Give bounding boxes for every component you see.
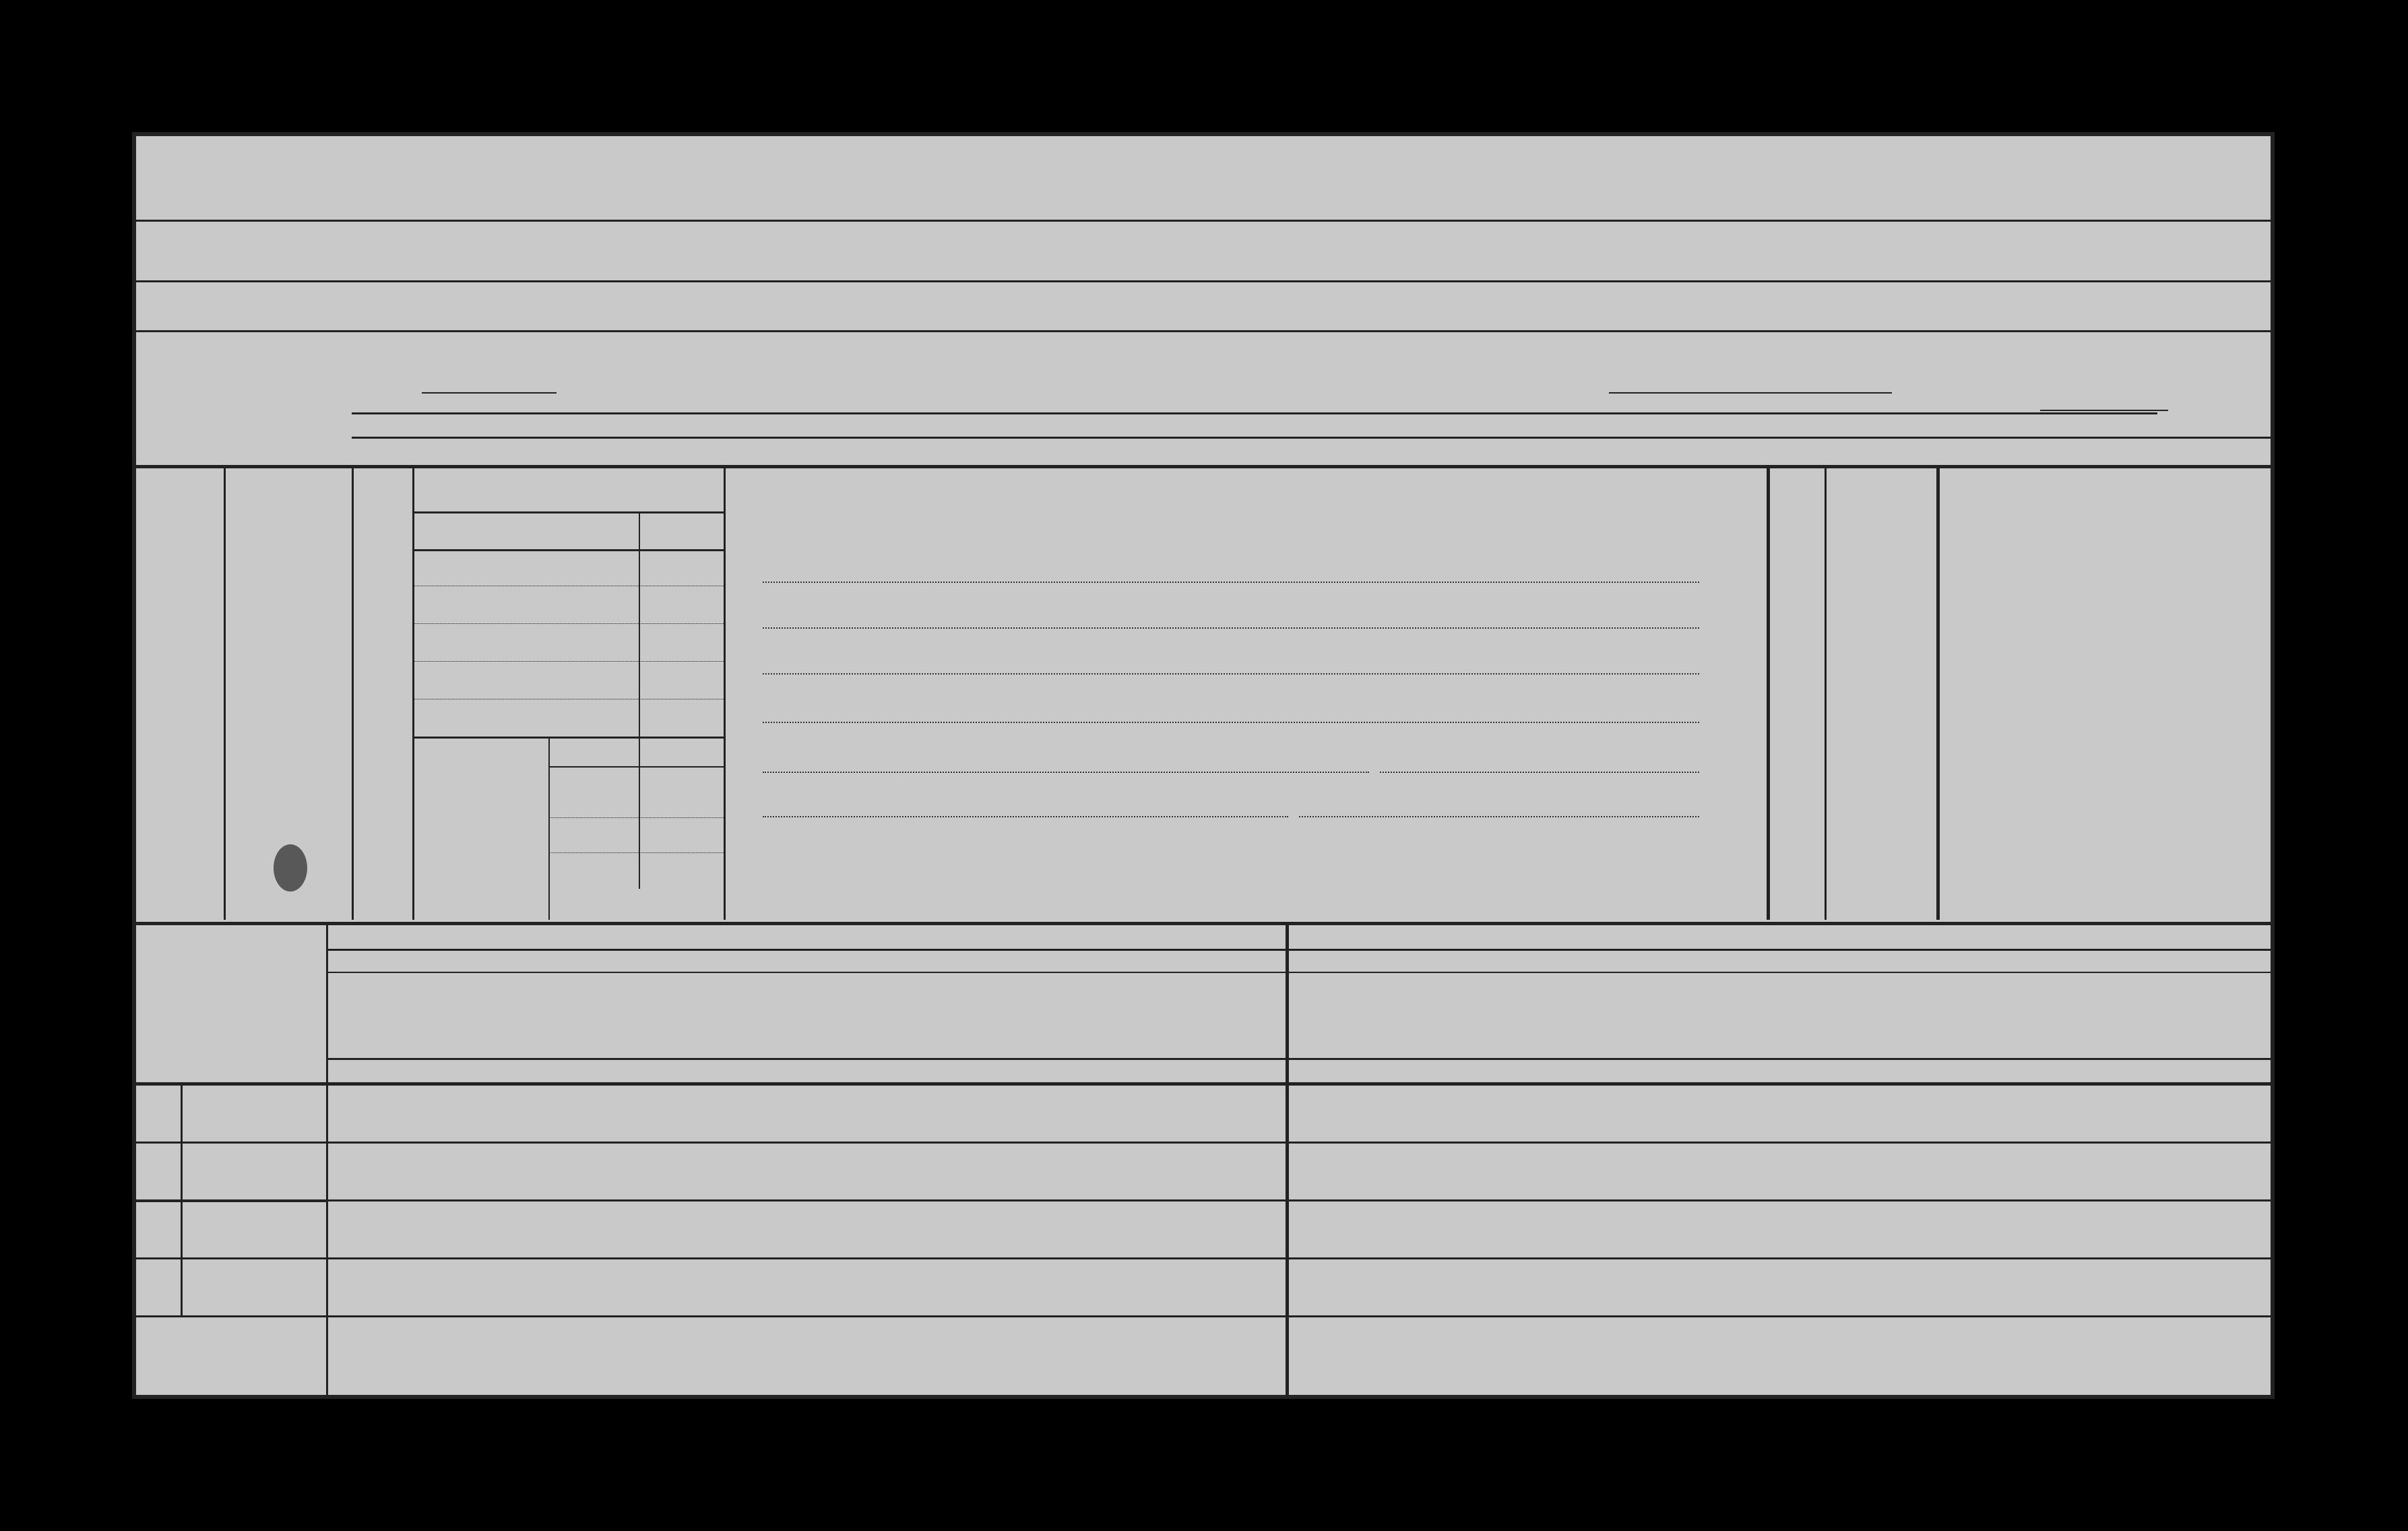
rule	[136, 1142, 2271, 1144]
rule	[1936, 467, 1940, 920]
rule	[352, 437, 2271, 439]
rule	[136, 330, 2271, 332]
hired-side-label	[361, 474, 404, 912]
rule	[639, 511, 640, 889]
rule	[548, 852, 724, 853]
rule	[412, 623, 724, 624]
private-q5b	[1380, 772, 1699, 773]
rule	[136, 220, 2271, 222]
rule	[326, 922, 328, 1396]
private-q6a	[763, 816, 1288, 817]
rule	[724, 467, 726, 920]
crop-table	[136, 136, 2271, 465]
rule	[326, 949, 2271, 951]
rule	[136, 280, 2271, 282]
rule	[412, 467, 414, 920]
rule	[136, 1082, 2271, 1086]
rule	[412, 549, 724, 551]
middle-section	[136, 467, 2271, 920]
private-q1b	[763, 582, 1699, 583]
rule	[326, 1058, 2271, 1060]
rule	[136, 1199, 326, 1202]
rule	[136, 1315, 2271, 1317]
rule	[1767, 467, 1770, 920]
private-q2	[763, 627, 1699, 629]
rule	[422, 392, 557, 394]
rule	[548, 766, 724, 768]
rule	[1286, 922, 1289, 1396]
rule	[1825, 467, 1827, 920]
rule	[412, 511, 724, 513]
rule	[1609, 392, 1892, 394]
private-q4	[763, 722, 1699, 723]
stamp-mark	[274, 844, 307, 892]
rule	[412, 661, 724, 662]
nadelnykh-label	[139, 1086, 179, 1197]
rule	[136, 922, 2271, 925]
lease-table	[136, 922, 2271, 1396]
census-card	[132, 132, 2275, 1399]
rule	[548, 817, 724, 818]
rule	[352, 412, 2157, 414]
rule	[136, 1257, 2271, 1259]
rule	[352, 467, 354, 920]
rule	[412, 737, 724, 739]
vne-nadelnykh-label	[139, 1204, 179, 1314]
rule	[181, 1082, 183, 1315]
rule	[136, 1199, 2271, 1201]
private-q5a	[763, 772, 1369, 773]
rule	[2040, 410, 2168, 411]
population-side-label	[1773, 474, 1820, 912]
rule	[326, 972, 2271, 973]
private-q3	[763, 673, 1699, 675]
private-q6b	[1299, 816, 1699, 817]
rule	[224, 467, 226, 920]
rule	[548, 737, 550, 920]
